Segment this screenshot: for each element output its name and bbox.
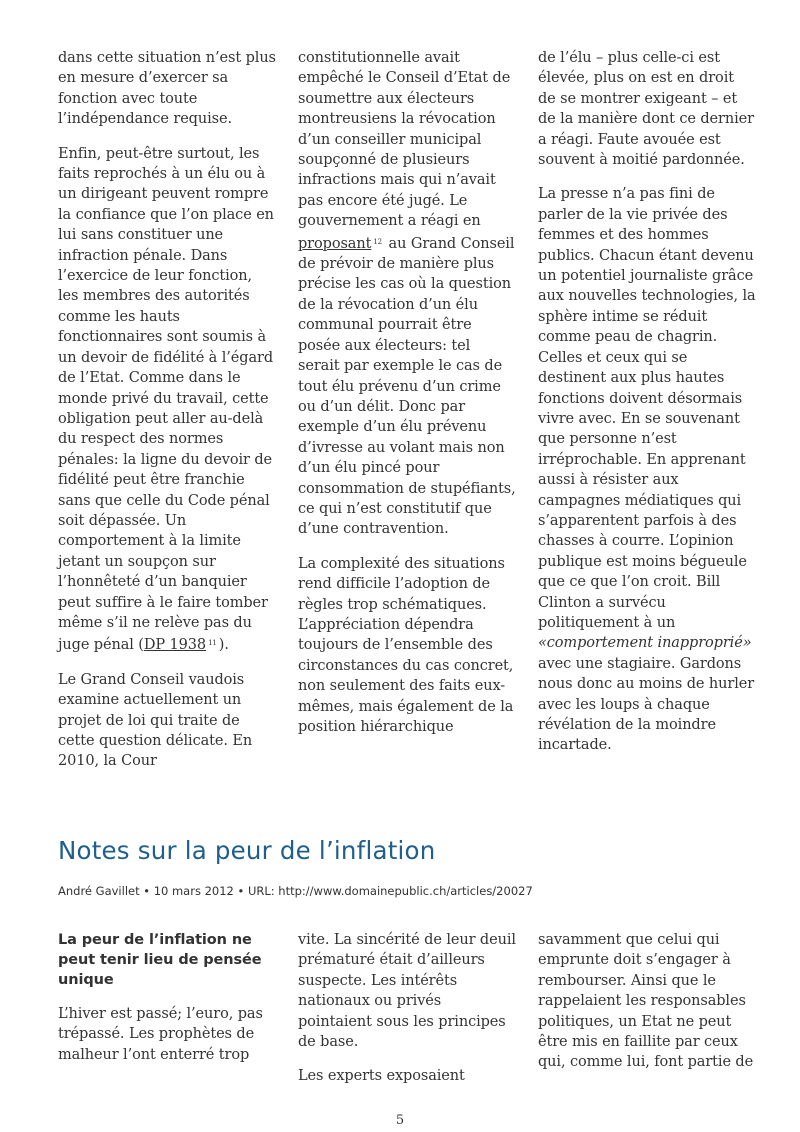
paragraph-text: La presse n’a pas fini de parler de la vie privée des femmes et des hommes publics. Chacun étant devenu un potentiel journaliste grâce aux nouvelles technologies, la sphère intime se réduit comme peau de chagrin. Celles et ceux qui se destinent aux plus hautes fonctions doivent désormais vivre avec. En se souvenant que personne n’est irréprochable. En apprenant aussi à résister aux campagnes médiatiques qui s’apparentent parfois à des chasses à courre. L’opinion publique est moins bégueule que ce que l’on croit. Bill Clinton a survécu politiquement à un [538, 186, 756, 631]
paragraph: savamment que celui qui emprunte doit s’engager à rembourser. Ainsi que le rappelaient les responsables politiques, un Etat ne peut être mis en faillite par ceux qui, comme lui, font partie de [538, 932, 754, 1071]
article-title: Notes sur la peur de l’inflation [58, 836, 436, 865]
paragraph: de l’élu – plus celle-ci est élevée, plus on est en droit de se montrer exigeant – et de la manière dont ce dernier a réagi. Faute avouée est souvent à moitié pardonnée. [538, 50, 754, 169]
paragraph [298, 48, 516, 540]
article-subheading: La peur de l’inflation ne peut tenir lieu de pensée unique [58, 932, 262, 988]
proposant-link[interactable]: proposant [298, 235, 372, 252]
paragraph: La complexité des situations rend difficile l’adoption de règles trop schématiques. L’appréciation dépendra toujours de l’ensemble des circonstances du cas concret, non seulement des faits eux-mêmes, mais également de la position hiérarchique [298, 555, 514, 735]
paragraph [538, 184, 756, 755]
article1-column-1 [58, 48, 276, 786]
paragraph-text-end: avec une stagiaire. Gardons nous donc au moins de hurler avec les loups à chaque révélation de la moindre incartade. [538, 655, 755, 754]
article2-column-1 [58, 930, 276, 1079]
paragraph: vite. La sincérité de leur deuil prématuré était d’ailleurs suspecte. Les intérêts nationaux ou privés pointaient sous les principes de base. [298, 932, 516, 1051]
article-meta: André Gavillet • 10 mars 2012 • URL: http://www.domainepublic.ch/articles/20027 [58, 884, 533, 898]
page-number: 5 [395, 1113, 405, 1128]
paragraph-text-end: ). [218, 637, 229, 654]
paragraph-text-end: au Grand Conseil de prévoir de manière plus précise les cas où la question de la révocation d’un élu communal pourrait être posée aux électeurs: tel serait par exemple le cas de tout élu prévenu d’un crime ou d’un délit. Donc par exemple d’un élu prévenu d’ivresse au volant mais non d’un élu pincé pour consommation de stupéfiants, ce qui n’est constitutif que d’une contravention. [298, 235, 516, 538]
footnote-ref-11: 11 [208, 639, 217, 648]
paragraph: Les experts exposaient [298, 1068, 465, 1085]
dp1938-link[interactable]: DP 1938 [143, 637, 207, 654]
article2-column-2 [298, 930, 516, 1101]
paragraph: L’hiver est passé; l’euro, pas trépassé. Les prophètes de malheur l’ont enterré trop [58, 1006, 263, 1063]
emphasis-quote: «comportement inapproprié» [538, 635, 752, 652]
footnote-ref-12: 12 [373, 237, 383, 246]
paragraph [58, 144, 276, 656]
paragraph: Le Grand Conseil vaudois examine actuellement un projet de loi qui traite de cette question délicate. En 2010, la Cour [58, 671, 253, 770]
paragraph: dans cette situation n’est plus en mesure d’exercer sa fonction avec toute l’indépendance requise. [58, 50, 276, 128]
paragraph-text: Enfin, peut-être surtout, les faits reprochés à un élu ou à un dirigeant peuvent rompre la confiance que l’on place en lui sans constituer une infraction pénale. Dans l’exercice de leur fonction, les membres des autorités comme les hauts fonctionnaires sont soumis à un devoir de fidélité à l’égard de l’Etat. Comme dans le monde privé du travail, cette obligation peut aller au-delà du respect des normes pénales: la ligne du devoir de fidélité peut être franchie sans que celle du Code pénal soit dépassée. Un comportement à la limite jetant un soupçon sur l’honnêteté d’un banquier peut suffire à le faire tomber même s’il ne relève pas du juge pénal ( [58, 145, 274, 654]
paragraph-text: constitutionnelle avait empêché le Conseil d’Etat de soumettre aux électeurs montreusiens la révocation d’un conseiller municipal soupçonné de plusieurs infractions mais qui n’avait pas encore été jugé. Le gouvernement a réagi en [298, 50, 511, 230]
article1-column-3 [538, 48, 756, 770]
article2-column-3 [538, 930, 756, 1087]
article1-column-2 [298, 48, 516, 751]
